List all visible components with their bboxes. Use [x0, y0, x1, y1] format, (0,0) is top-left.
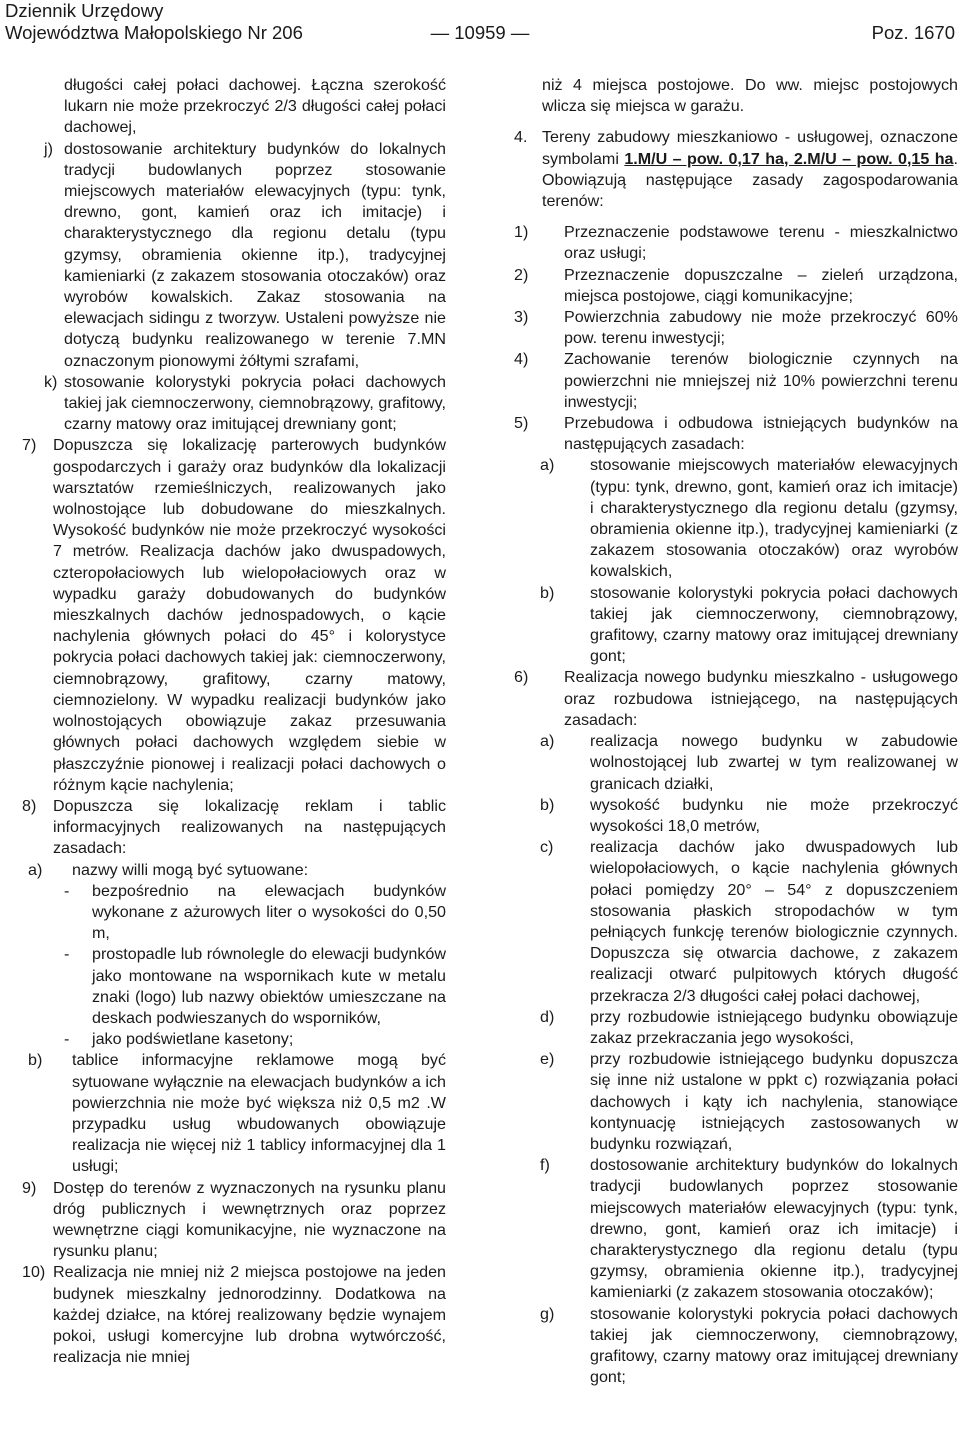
list-item-6b: [514, 795, 958, 837]
list-item-9: [22, 1178, 446, 1263]
item-text: Realizacja nowego budynku mieszkalno - usługowego oraz rozbudowa istniejącego, na następujących zasadach:: [564, 668, 958, 729]
item-text: wysokość budynku nie może przekroczyć wysokości 18,0 metrów,: [590, 795, 958, 835]
item-label: f): [540, 1156, 550, 1175]
item-label: b): [540, 583, 555, 602]
item-text: bezpośrednio na elewacjach budynków wykonane z ażurowych liter o wysokości do 0,50 m,: [92, 881, 446, 943]
section-text: Tereny zabudowy mieszkaniowo - usługowej, oznaczone symbolami: [542, 128, 958, 168]
item-label: a): [28, 860, 43, 879]
item-label: 1): [514, 223, 529, 242]
item-label: a): [540, 732, 555, 751]
zone-symbols: 1.M/U – pow. 0,17 ha, 2.M/U – pow. 0,15 ha: [624, 149, 954, 168]
item-text: Przebudowa i odbudowa istniejących budynków na następujących zasadach:: [564, 414, 958, 454]
list-item-6d: [514, 1007, 958, 1049]
left-column: [22, 75, 446, 1368]
item-label: a): [540, 456, 555, 475]
journal-issue: Województwa Małopolskiego Nr 206: [5, 22, 303, 43]
dash-item: [22, 944, 446, 1029]
item-label: 3): [514, 308, 529, 327]
list-item-6f: [514, 1155, 958, 1303]
item-text: Powierzchnia zabudowy nie może przekroczyć 60% pow. terenu inwestycji;: [564, 308, 958, 348]
list-item-6: [514, 667, 958, 731]
item-text: stosowanie kolorystyki pokrycia połaci dachowych takiej jak ciemnoczerwony, ciemnobrązowy, grafitowy, czarny matowy oraz imitującej drewniany gont;: [590, 1304, 958, 1387]
item-label: 7): [22, 436, 37, 455]
section-4: [514, 127, 958, 212]
item-text: prostopadle lub równolegle do elewacji budynków jako montowane na wspornikach kute w metalu znaki (logo) lub nazwy obiektów umieszczane na deskach podwieszanych do wsporników,: [92, 945, 446, 1027]
item-text: dostosowanie architektury budynków do lokalnych tradycji budowlanych poprzez stosowanie miejscowych materiałów elewacyjnych (typu: tynk, drewno, gont, kamień oraz ich imitacje) i charakterystycznego dla regionu detalu (typu gzymsy, obramienia okienne itp.), tradycyjnej kamieniarki (z zakazem stosowania otoczaków);: [590, 1156, 958, 1302]
journal-title: Dziennik Urzędowy: [5, 0, 164, 21]
item-text: Realizacja nie mniej niż 2 miejsca postojowe na jeden budynek mieszkalny jednorodzinny. Dodatkowa na każdej działce, na której realizowany będzie wynajem pokoi, usługi komercyjne lub drobna wytwórczość, realizacja nie mniej: [53, 1263, 446, 1367]
item-label: j): [44, 139, 53, 158]
item-label: 9): [22, 1178, 37, 1197]
paragraph-continuation: niż 4 miejsca postojowe. Do ww. miejsc postojowych wlicza się miejsca w garażu.: [542, 76, 958, 116]
list-item-8a: [22, 860, 446, 881]
item-label: 8): [22, 796, 37, 815]
list-item-6e: [514, 1049, 958, 1155]
item-label: g): [540, 1304, 555, 1323]
list-item-j: [22, 139, 446, 372]
list-item-5a: [514, 455, 958, 582]
item-label: 5): [514, 414, 529, 433]
list-item-6a: [514, 731, 958, 795]
right-column: [514, 75, 958, 1388]
section-label: 4.: [514, 128, 528, 147]
item-text: Dopuszcza się lokalizację reklam i tablic informacyjnych realizowanych na następujących zasadach:: [53, 796, 446, 858]
list-item-k: [22, 372, 446, 436]
paragraph-continuation: długości całej połaci dachowej. Łączna szerokość lukarn nie może przekroczyć 2/3 długości całej połaci dachowej,: [64, 76, 446, 137]
item-label: c): [540, 838, 554, 857]
dash-item: [22, 1029, 446, 1050]
item-text: Zachowanie terenów biologicznie czynnych na powierzchni nie mniejszej niż 10% powierzchni terenu inwestycji;: [564, 350, 958, 411]
item-text: Dopuszcza się lokalizację parterowych budynków gospodarczych i garaży oraz budynków dla lokalizacji warsztatów rzemieślniczych, realizowanych jako wolnostojące lub dobudowane do mieszkalnych. Wysokość budynków nie może przekroczyć wysokości 7 metrów. Realizacja dachów jako dwuspadowych, czteropołaciowych lub wielopołaciowych oraz w wypadku garaży dobudowanych do budynków mieszkalnych dachów jednospadowych, o kącie nachylenia głównych połaci do 45° i kolorystyce pokrycia połaci dachowych takiej jak: ciemnoczerwony, ciemnobrązowy, grafitowy, czarny matowy, ciemnozielony. W wypadku realizacji budynków jako wolnostojących obowiązuje zakaz przesuwania głównych połaci dachowych względem siebie w płaszczyźnie pionowej i realizacji połaci dachowych o różnym kącie nachylenia;: [53, 436, 446, 794]
item-text: Przeznaczenie dopuszczalne – zieleń urządzona, miejsca postojowe, ciągi komunikacyjne;: [564, 265, 958, 305]
page-number: — 10959 —: [430, 22, 530, 43]
section-text-cont: . Obowiązują następujące zasady zagospodarowania terenów:: [542, 149, 958, 211]
item-label: 10): [22, 1263, 46, 1282]
item-text: dostosowanie architektury budynków do lokalnych tradycji budowlanych poprzez stosowanie miejscowych materiałów elewacyjnych (typu: tynk, drewno, gont, kamień oraz ich imitacje) i charakterystycznego dla regionu detalu (typu gzymsy, obramienia okienne itp.), tradycyjnej kamieniarki (z zakazem stosowania otoczaków) oraz wyrobów kowalskich. Zakaz stosowania na elewacjach sidingu z tworzyw. Ustaleni powyższe nie dotyczą budynku realizowanego w terenie 7.MN oznaczonym pionowymi żółtymi szrafami,: [64, 139, 446, 370]
list-item-7: [22, 435, 446, 795]
item-text: realizacja dachów jako dwuspadowych lub wielopołaciowych, o kącie nachylenia głównych połaci pomiędzy 20° – 54° z dopuszczeniem stosowania płaskich stropodachów w tym pełniących funkcję terenów biologicznie czynnych. Dopuszcza się otwarcia dachowe, z zakazem realizacji otwarć pulpitowych których długość przekracza 2/3 długości całej połaci dachowej,: [590, 838, 958, 1005]
item-text: stosowanie miejscowych materiałów elewacyjnych (typu: tynk, drewno, gont, kamień oraz ich imitacje) i charakterystycznego dla regionu detalu (gzymsy, obramienia okienne itp.), tradycyjnej kamieniarki (z zakazem stosowania otoczaków) oraz wyrobów kowalskich,: [590, 456, 958, 581]
item-label: b): [540, 795, 555, 814]
list-item-1: [514, 222, 958, 264]
item-label: 6): [514, 668, 529, 687]
item-label: 4): [514, 350, 529, 369]
item-position: Poz. 1670: [871, 22, 955, 43]
item-text: realizacja nowego budynku w zabudowie wolnostojącej lub zwartej w tym realizowanej w granicach działki,: [590, 732, 958, 793]
list-item-4: [514, 349, 958, 413]
item-text: przy rozbudowie istniejącego budynku dopuszcza się inne niż ustalone w ppkt c) rozwiązania połaci dachowych i kąty ich nachylenia, stanowiące kontynuację istniejących zastosowanych w budynku rozwiązań,: [590, 1050, 958, 1153]
list-item-3: [514, 307, 958, 349]
item-label: e): [540, 1050, 555, 1069]
dash-item: [22, 881, 446, 945]
list-item-2: [514, 265, 958, 307]
item-text: jako podświetlane kasetony;: [92, 1030, 294, 1049]
item-text: przy rozbudowie istniejącego budynku obowiązuje zakaz przekraczania jego wysokości,: [590, 1007, 958, 1047]
list-item-8b: [22, 1050, 446, 1177]
dash-marker: -: [64, 1030, 70, 1049]
item-text: stosowanie kolorystyki pokrycia połaci dachowych takiej jak ciemnoczerwony, ciemnobrązowy, grafitowy, czarny matowy oraz imitującej drewniany gont;: [64, 372, 446, 434]
item-text: nazwy willi mogą być sytuowane:: [72, 860, 309, 879]
item-label: k): [44, 372, 58, 391]
list-item-6c: [514, 837, 958, 1007]
item-text: stosowanie kolorystyki pokrycia połaci dachowych takiej jak ciemnoczerwony, ciemnobrązowy, grafitowy, czarny matowy oraz imitującej drewniany gont;: [590, 583, 958, 666]
list-item-5: [514, 413, 958, 455]
dash-marker: -: [64, 945, 70, 964]
item-label: 2): [514, 265, 529, 284]
list-item-8: [22, 796, 446, 860]
item-label: d): [540, 1007, 555, 1026]
item-text: Dostęp do terenów z wyznaczonych na rysunku planu dróg publicznych i wewnętrznych oraz poprzez wewnętrzne ciągi komunikacyjne, nie wyznaczone na rysunku planu;: [53, 1178, 446, 1261]
item-label: b): [28, 1051, 43, 1070]
item-text: Przeznaczenie podstawowe terenu - mieszkalnictwo oraz usługi;: [564, 223, 958, 263]
list-item-5b: [514, 583, 958, 668]
dash-marker: -: [64, 881, 70, 900]
list-item-6g: [514, 1304, 958, 1389]
item-text: tablice informacyjne reklamowe mogą być sytuowane wyłącznie na elewacjach budynków a ich powierzchnia nie może być większa niż 0,5 m2 .W przypadku usług wbudowanych obowiązuje realizacja nie więcej niż 1 tablicy informacyjnej dla 1 usługi;: [72, 1051, 446, 1176]
list-item-10: [22, 1262, 446, 1368]
